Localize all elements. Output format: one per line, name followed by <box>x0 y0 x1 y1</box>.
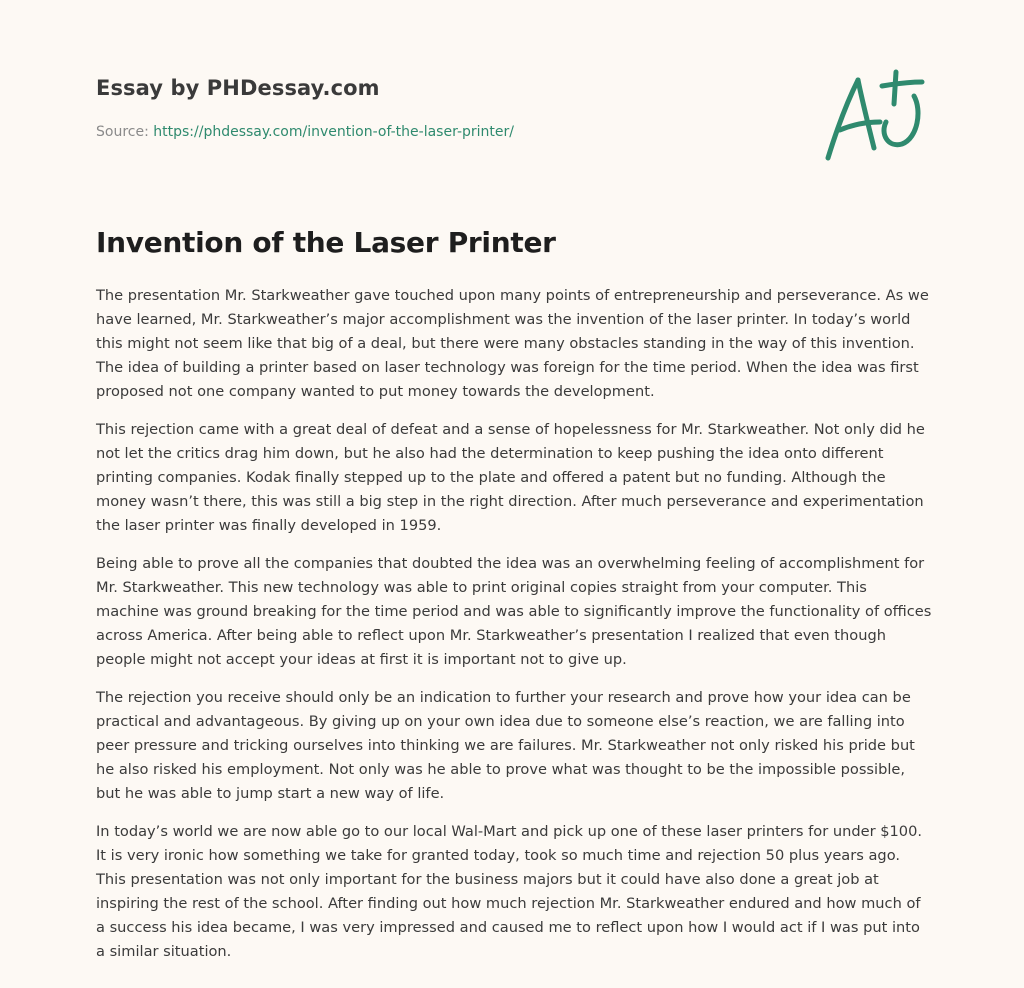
essay-paragraph: This rejection came with a great deal of defeat and a sense of hopelessness for Mr. Starkweather. Not only did he not let the critics drag him down, but he also had the determination to keep pushing the idea onto different printing companies. Kodak finally stepped up to the plate and offered a patent but no funding. Although the money wasn’t there, this was still a big step in the right direction. After much perseverance and experimentation the laser printer was finally developed in 1959. <box>96 421 925 534</box>
essay-title: Invention of the Laser Printer <box>96 226 556 259</box>
source-line <box>96 124 514 140</box>
essay-body <box>96 284 932 978</box>
essay-paragraph: The presentation Mr. Starkweather gave touched upon many points of entrepreneurship and perseverance. As we have learned, Mr. Starkweather’s major accomplishment was the invention of the laser printer. In today’s world this might not seem like that big of a deal, but there were many obstacles standing in the way of this invention. The idea of building a printer based on laser technology was foreign for the time period. When the idea was first proposed not one company wanted to put money towards the development. <box>96 287 929 400</box>
source-label: Source: <box>96 124 154 140</box>
source-link[interactable]: https://phdessay.com/invention-of-the-laser-printer/ <box>153 124 514 140</box>
site-brand: Essay by PHDessay.com <box>96 76 380 100</box>
essay-paragraph: Being able to prove all the companies that doubted the idea was an overwhelming feeling of accomplishment for Mr. Starkweather. This new technology was able to print original copies straight from your computer. This machine was ground breaking for the time period and was able to significantly improve the functionality of offices across America. After being able to reflect upon Mr. Starkweather’s presentation I realized that even though people might not accept your ideas at first it is important not to give up. <box>96 555 932 668</box>
essay-paragraph: In today’s world we are now able go to our local Wal-Mart and pick up one of these laser printers for under $100. It is very ironic how something we take for granted today, took so much time and rejection 50 plus years ago. This presentation was not only important for the business majors but it could have also done a great job at inspiring the rest of the school. After finding out how much rejection Mr. Starkweather endured and how much of a success his idea became, I was very impressed and caused me to reflect upon how I would act if I was put into a similar situation. <box>96 823 922 960</box>
a-plus-grade-icon <box>818 66 928 166</box>
essay-paragraph: The rejection you receive should only be an indication to further your research and prove how your idea can be practical and advantageous. By giving up on your own idea due to someone else’s reaction, we are falling into peer pressure and tricking ourselves into thinking we are failures. Mr. Starkweather not only risked his pride but he also risked his employment. Not only was he able to prove what was thought to be the impossible possible, but he was able to jump start a new way of life. <box>96 689 915 802</box>
